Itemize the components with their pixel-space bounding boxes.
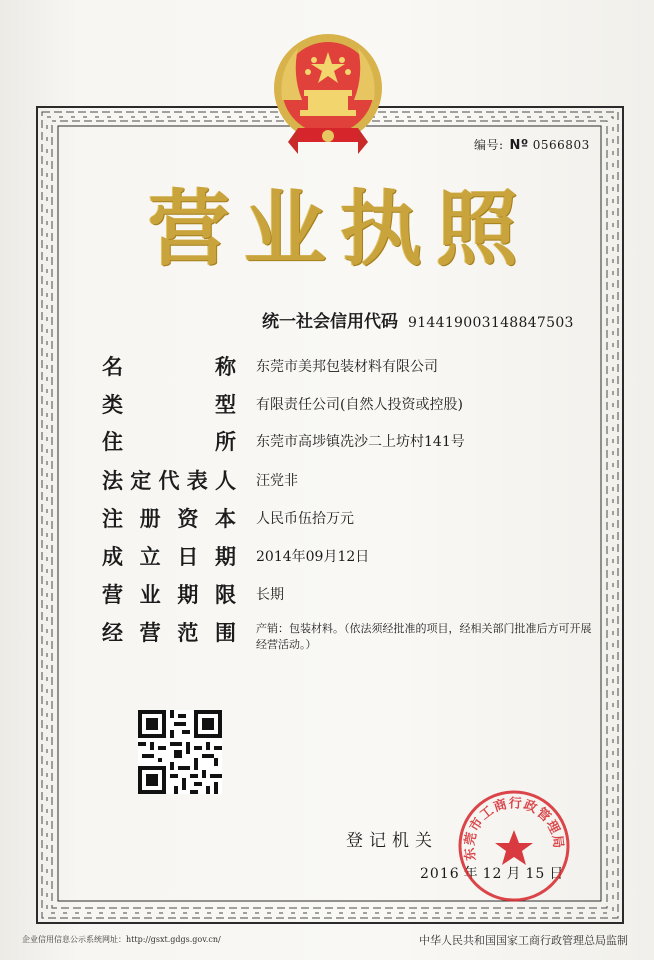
field-value: 有限责任公司(自然人投资或控股) — [256, 397, 463, 413]
field-value: 产销：包装材料。（依法须经批准的项目，经相关部门批准后方可开展经营活动。） — [256, 622, 592, 651]
field-value: 长期 — [256, 587, 284, 603]
national-emblem-icon — [268, 30, 388, 166]
reg-year-unit: 年 — [463, 866, 479, 882]
field-label: 营 业 期 限 — [102, 583, 236, 607]
footer-issuer: 中华人民共和国国家工商行政管理总局监制 — [419, 934, 628, 947]
reg-day: 15 — [525, 866, 546, 882]
seal-text: 东莞市工商行政管理局 — [462, 796, 566, 862]
field-value: 2014年09月12日 — [256, 549, 370, 565]
document-title: 营业执照 — [148, 182, 533, 277]
field-label: 经 营 范 围 — [102, 621, 236, 645]
official-seal-icon — [456, 788, 572, 904]
credit-code — [262, 307, 574, 332]
reg-day-unit: 日 — [549, 866, 565, 882]
serial-no-mark: Nº — [509, 138, 529, 153]
registration-authority-label: 登记机关 — [346, 831, 438, 851]
qr-code — [138, 710, 222, 794]
field-term — [102, 581, 612, 611]
field-capital — [102, 505, 612, 535]
serial-value: 0566803 — [532, 138, 590, 152]
reg-month: 12 — [482, 866, 503, 882]
field-name — [102, 353, 612, 383]
serial-number — [474, 136, 590, 153]
footer-website: 企业信用信息公示系统网址：http://gsxt.gdgs.gov.cn/ — [22, 935, 221, 944]
field-address — [102, 428, 612, 458]
field-established — [102, 543, 612, 573]
field-value: 东莞市美邦包装材料有限公司 — [256, 359, 438, 375]
field-value: 人民币伍拾万元 — [256, 511, 354, 527]
field-scope — [102, 619, 612, 649]
field-label: 住 所 — [102, 430, 236, 454]
field-legal-rep — [102, 467, 612, 497]
field-label: 注 册 资 本 — [102, 507, 236, 531]
field-label: 成 立 日 期 — [102, 545, 236, 569]
field-value: 汪党非 — [256, 473, 298, 489]
serial-label: 编号: — [474, 138, 504, 152]
reg-month-unit: 月 — [506, 866, 522, 882]
field-type — [102, 391, 612, 421]
field-label: 名 称 — [102, 355, 236, 379]
reg-year: 2016 — [420, 866, 460, 882]
field-value: 东莞市高埗镇冼沙二上坊村141号 — [256, 434, 465, 450]
field-label: 法 定 代 表 人 — [102, 469, 236, 493]
credit-code-label: 统一社会信用代码 — [262, 312, 398, 332]
field-label: 类 型 — [102, 393, 236, 417]
credit-code-value: 914419003148847503 — [408, 315, 574, 331]
